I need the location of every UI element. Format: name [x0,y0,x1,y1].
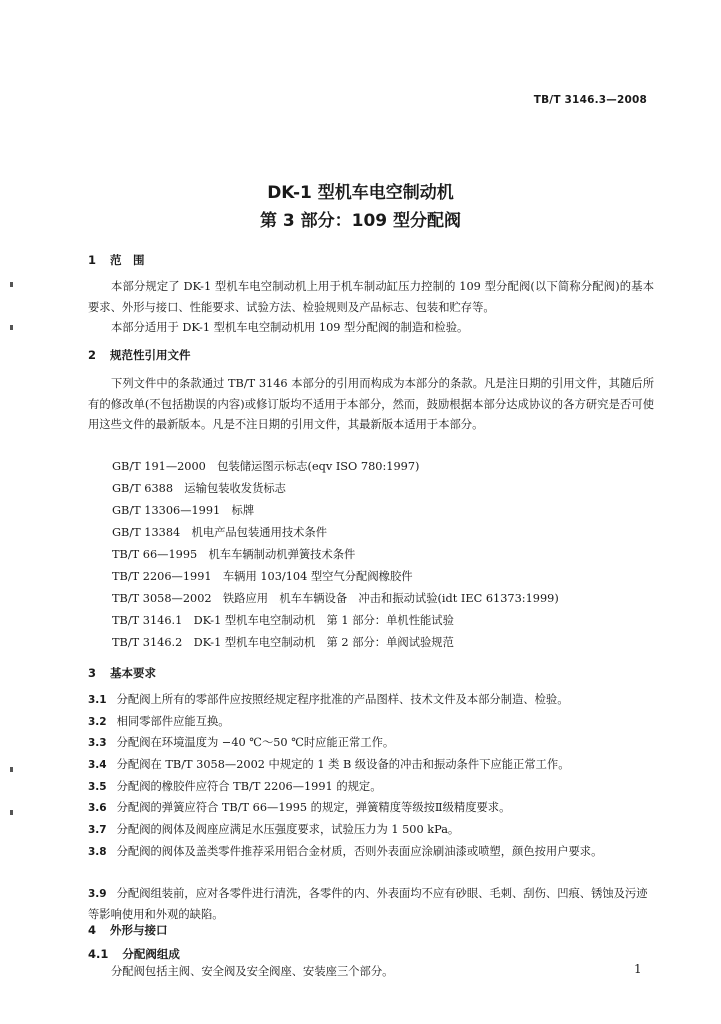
clause-number: 3.1 [88,694,107,706]
section-title: 规范性引用文件 [110,348,191,362]
section-title: 外形与接口 [110,923,168,937]
normative-refs-paragraph: 下列文件中的条款通过 TB/T 3146 本部分的引用而构成为本部分的条款。凡是注日期的引用文件，其随后所有的修改单(不包括勘误的内容)或修订版均不适用于本部分，然而，鼓励根据本部分达成协议的各方研究是否可使用这些文件的最新版本。凡是不注日期的引用文件，其最新版本适用于本部分。 [88,377,654,431]
reference-item: GB/T 6388 运输包装收发货标志 [112,482,286,495]
reference-item: TB/T 2206—1991 车辆用 103/104 型空气分配阀橡胶件 [112,570,413,583]
scan-mark [10,810,13,815]
clause-number: 3.8 [88,846,107,858]
reference-item: TB/T 3058—2002 铁路应用 机车车辆设备 冲击和振动试验(idt IEC 61373:1999) [112,592,559,605]
scope-paragraph-1: 本部分规定了 DK-1 型机车电空制动机上用于机车制动缸压力控制的 109 型分配阀(以下简称分配阀)的基本要求、外形与接口、性能要求、试验方法、检验规则及产品标志、包装和贮存等。 [88,280,654,314]
clause-text: 分配阀的阀体及盖类零件推荐采用铝合金材质，否则外表面应涂刷油漆或喷塑，颜色按用户要求。 [116,845,603,858]
scan-mark [10,325,13,330]
requirement-item [88,712,654,733]
clause-text: 分配阀上所有的零部件应按照经规定程序批准的产品图样、技术文件及本部分制造、检验。 [116,693,569,706]
clause-text: 分配阀在 TB/T 3058—2002 中规定的 1 类 B 级设备的冲击和振动条件下应能正常工作。 [116,758,570,771]
reference-item: TB/T 3146.2 DK-1 型机车电空制动机 第 2 部分：单阀试验规范 [112,636,454,649]
subsection-number: 4.1 [88,947,109,961]
section-title: 范 围 [110,253,145,267]
section-heading-3 [88,665,156,681]
clause-text: 分配阀的橡胶件应符合 TB/T 2206—1991 的规定。 [116,780,382,793]
clause-text: 相同零部件应能互换。 [116,715,230,728]
document-subtitle: 第 3 部分：109 型分配阀 [259,211,462,231]
scan-mark [10,767,13,772]
scope-paragraph-2: 本部分适用于 DK-1 型机车电空制动机用 109 型分配阀的制造和检验。 [111,321,469,334]
requirement-item [88,820,654,841]
section-title: 基本要求 [110,666,157,680]
scan-mark [10,282,13,287]
section-number: 2 [88,348,97,362]
composition-paragraph: 分配阀包括主阀、安全阀及安全阀座、安装座三个部分。 [111,965,394,978]
section-heading-4 [88,922,168,938]
page-number: 1 [634,962,642,976]
section-number: 4 [88,923,97,937]
clause-number: 3.3 [88,737,107,749]
reference-item: TB/T 66—1995 机车车辆制动机弹簧技术条件 [112,548,356,561]
document-title: DK-1 型机车电空制动机 [267,183,454,203]
clause-number: 3.6 [88,802,107,814]
clause-number: 3.9 [88,888,107,900]
requirement-item [88,690,654,711]
requirement-item [88,884,654,925]
clause-number: 3.2 [88,716,107,728]
requirement-item [88,798,654,819]
reference-item: GB/T 191—2000 包装储运图示标志(eqv ISO 780:1997) [112,460,420,473]
clause-number: 3.4 [88,759,107,771]
standard-code: TB/T 3146.3—2008 [533,94,647,106]
section-heading-1 [88,252,145,268]
reference-item: GB/T 13306—1991 标牌 [112,504,255,517]
clause-text: 分配阀的阀体及阀座应满足水压强度要求，试验压力为 1 500 kPa。 [116,823,460,836]
section-number: 3 [88,666,97,680]
subsection-title: 分配阀组成 [122,947,180,961]
subsection-heading-4-1 [88,946,180,962]
reference-item: TB/T 3146.1 DK-1 型机车电空制动机 第 1 部分：单机性能试验 [112,614,454,627]
reference-item: GB/T 13384 机电产品包装通用技术条件 [112,526,328,539]
clause-number: 3.7 [88,824,107,836]
requirement-item [88,733,654,754]
clause-text: 分配阀组装前，应对各零件进行清洗，各零件的内、外表面均不应有砂眼、毛刺、刮伤、凹痕、锈蚀及污迹等影响使用和外观的缺陷。 [88,887,648,921]
section-number: 1 [88,253,97,267]
requirement-item [88,755,654,776]
clause-text: 分配阀的弹簧应符合 TB/T 66—1995 的规定，弹簧精度等级按Ⅱ级精度要求。 [116,801,511,814]
requirement-item [88,777,654,798]
section-heading-2 [88,347,191,363]
clause-number: 3.5 [88,781,107,793]
clause-text: 分配阀在环境温度为 −40 ℃～50 ℃时应能正常工作。 [116,736,395,749]
requirement-item [88,842,654,863]
